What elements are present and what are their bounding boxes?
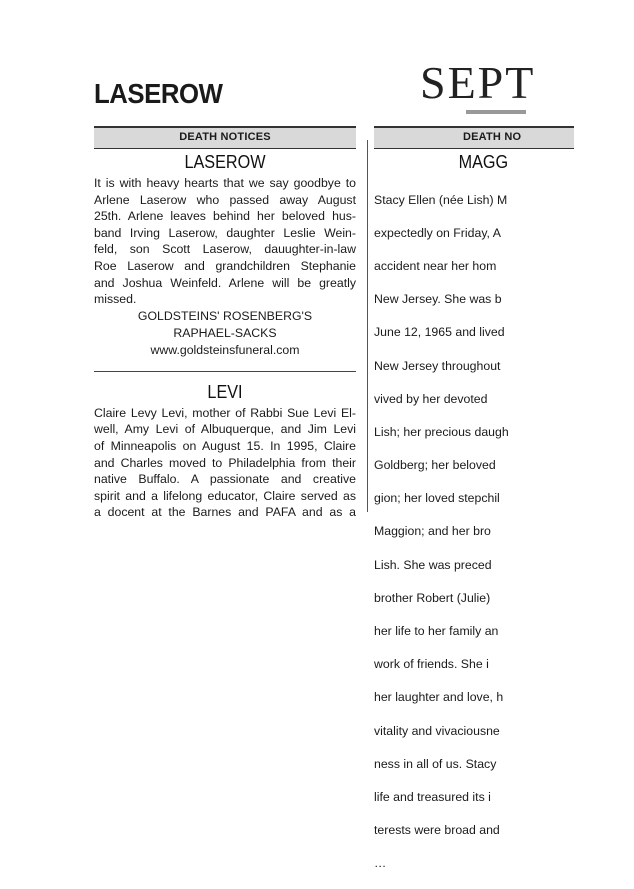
- notice-line: terests were broad and: [374, 823, 500, 838]
- notice-line: a docent at the Barnes and PAFA and as a: [94, 505, 356, 520]
- notice-line: accident near her hom: [374, 258, 497, 273]
- notice-name: MAGG: [458, 152, 509, 172]
- notice-line: her laughter and love, h: [374, 690, 504, 705]
- header-rule: [466, 110, 526, 114]
- notice-line: …: [374, 856, 387, 871]
- notice-line: Arlene Laserow who passed away August: [94, 192, 356, 207]
- notice-name: LEVI: [207, 381, 243, 402]
- right-column: [374, 126, 574, 889]
- death-notice: [94, 152, 356, 359]
- notice-line: 25th. Arlene leaves behind her beloved hus-: [94, 209, 356, 224]
- notice-line: expectedly on Friday, A: [374, 225, 501, 240]
- notice-line: feld, son Scott Laserow, dauughter-in-law: [94, 242, 356, 257]
- notice-line: Claire Levy Levi, mother of Rabbi Sue Levi El-: [94, 405, 356, 420]
- funeral-home-name: GOLDSTEINS' ROSENBERG'S: [137, 308, 313, 323]
- notice-line: ness in all of us. Stacy: [374, 756, 497, 771]
- notice-body: [94, 175, 356, 308]
- notice-line: and Charles moved to Philadelphia from their: [94, 455, 356, 470]
- notice-line: band Irving Laserow, daughter Leslie Wein-: [94, 225, 356, 240]
- notice-line: It is with heavy hearts that we say goodbye to: [94, 176, 356, 190]
- notice-line: June 12, 1965 and lived: [374, 325, 505, 340]
- death-notice: [94, 382, 356, 521]
- notice-line: Stacy Ellen (née Lish) M: [374, 192, 508, 207]
- left-column: [94, 126, 356, 521]
- section-header: DEATH NOTICES: [94, 126, 356, 149]
- notice-body: [94, 405, 356, 521]
- funeral-home: [94, 308, 356, 359]
- notice-line: vived by her devoted: [374, 391, 488, 406]
- section-header: DEATH NO: [374, 126, 574, 149]
- notice-line: native Buffalo. A passionate and creative: [94, 472, 356, 487]
- notice-line: Lish; her precious daugh: [374, 424, 509, 439]
- notice-line: well, Amy Levi of Albuquerque, and Jim Levi: [94, 422, 356, 437]
- notice-line: her life to her family an: [374, 624, 499, 639]
- notice-line: New Jersey. She was b: [374, 292, 502, 307]
- notice-body: [374, 175, 634, 889]
- notice-line: Goldberg; her beloved: [374, 458, 496, 473]
- notice-line: vitality and vivaciousne: [374, 723, 500, 738]
- notice-line: New Jersey throughout: [374, 358, 501, 373]
- funeral-home-website: www.goldsteinsfuneral.com: [150, 342, 300, 357]
- notice-line: life and treasured its i: [374, 789, 491, 804]
- running-header-date: SEPT: [420, 57, 536, 108]
- notice-line: and Joshua Weinfeld. Arlene will be greatly: [94, 275, 356, 290]
- column-divider: [367, 140, 368, 512]
- notice-line: brother Robert (Julie): [374, 590, 491, 605]
- notice-line: of Minneapolis on August 15. In 1995, Claire: [94, 438, 356, 453]
- running-header-name: LASEROW: [94, 78, 223, 109]
- notice-line: Lish. She was preced: [374, 557, 492, 572]
- notice-line: missed.: [94, 292, 137, 307]
- notice-line: work of friends. She i: [374, 657, 489, 672]
- notice-line: gion; her loved stepchil: [374, 491, 500, 506]
- funeral-home-name: RAPHAEL-SACKS: [173, 325, 277, 340]
- notice-line: spirit and a lifelong educator, Claire served as: [94, 488, 356, 503]
- notice-line: Maggion; and her bro: [374, 524, 491, 539]
- notice-name: LASEROW: [184, 152, 266, 172]
- notice-line: Roe Laserow and grandchildren Stephanie: [94, 258, 356, 273]
- notice-divider: [94, 371, 356, 372]
